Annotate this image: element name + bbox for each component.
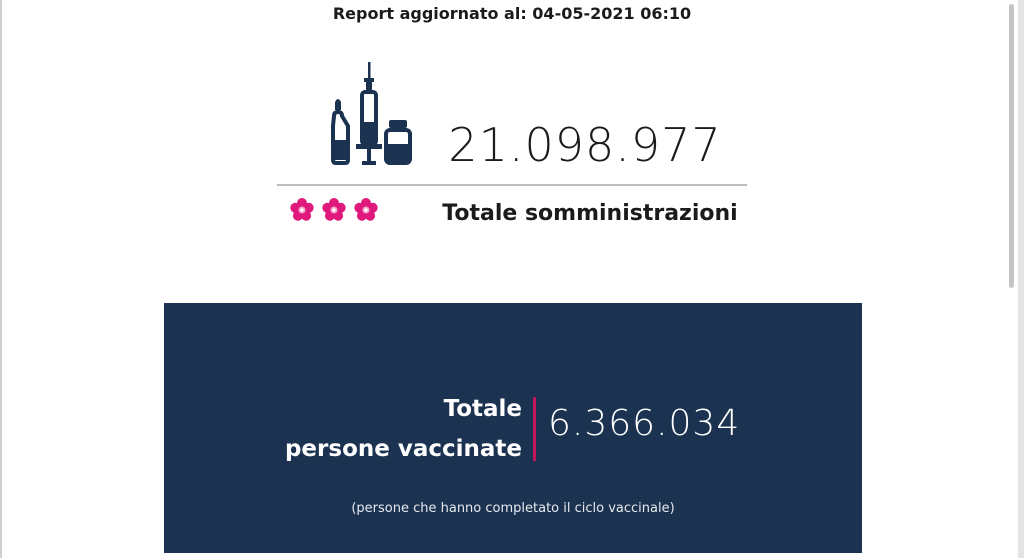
vaccinated-label-line1: Totale [443,396,522,422]
right-border [1018,0,1024,558]
vaccine-vial-syringe-icon [326,60,416,168]
left-border [0,0,2,558]
total-administrations-value: 21.098.977 [448,118,722,172]
report-updated-label: Report aggiornato al: [332,4,527,23]
vaccinated-note: (persone che hanno completato il ciclo vaccinale) [351,501,675,516]
vaccinated-value: 6.366.034 [548,403,741,444]
scrollbar-thumb[interactable] [1009,4,1014,288]
vaccinated-panel [164,303,862,553]
vaccinated-label-line2: persone vaccinate [284,436,522,462]
vaccinated-label [285,389,522,469]
flower-icon [286,194,382,226]
report-updated-date: 04-05-2021 06:10 [532,4,692,23]
divider-line [277,184,747,186]
report-updated-line [0,4,1024,23]
accent-bar [533,397,536,461]
total-administrations-label: Totale somministrazioni [442,201,738,226]
